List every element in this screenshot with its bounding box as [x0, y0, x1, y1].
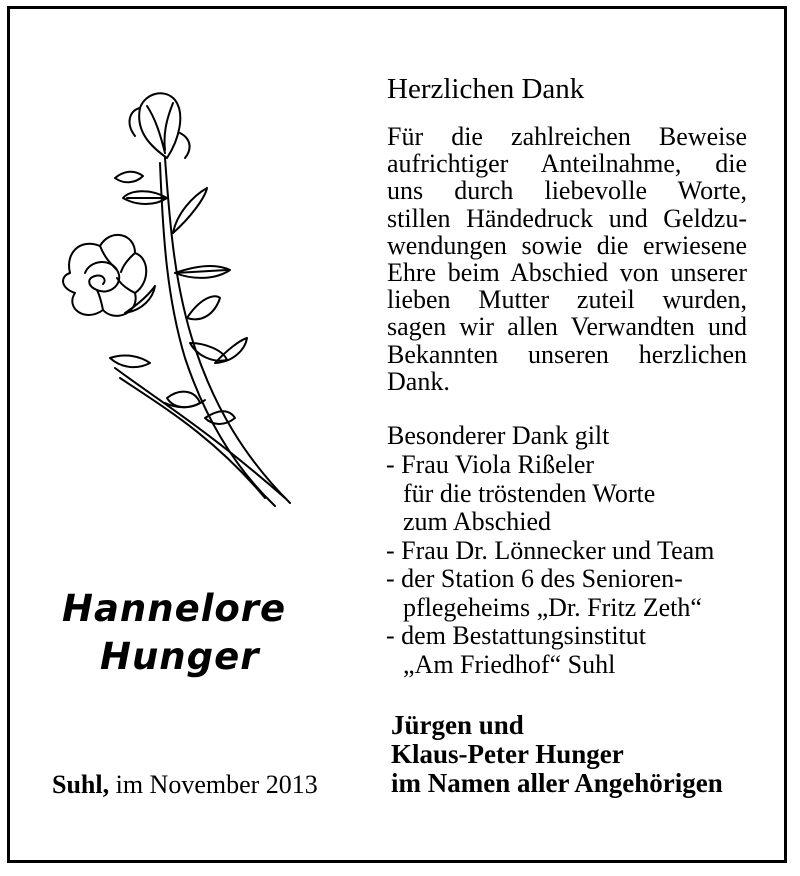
list-item-cont: zum Abschied: [403, 507, 552, 536]
list-item-cont: pflegeheims „Dr. Fritz Zeth“: [403, 592, 702, 622]
list-item: [386, 622, 714, 679]
date: im November 2013: [109, 770, 318, 799]
signers-block: [391, 711, 723, 798]
list-item-cont: für die tröstenden Worte: [403, 478, 656, 508]
list-item: [386, 565, 714, 622]
list-item: [386, 451, 714, 537]
paragraph-line: Dank.: [387, 366, 450, 396]
signer-line: Jürgen und: [391, 710, 524, 740]
list-item-first: - Frau Dr. Lönnecker und Team: [386, 535, 715, 565]
paragraph-line: sagen wir allen Verwandten und: [387, 312, 747, 342]
paragraph-line: Ehre beim Abschied von unserer: [387, 257, 747, 287]
place-date: [52, 768, 318, 802]
signer-line: Klaus-Peter Hunger: [391, 739, 624, 769]
special-thanks-list: [386, 451, 714, 679]
list-item-first: - dem Bestattungsinstitut: [386, 621, 646, 650]
heading-title: Herzlichen Dank: [387, 73, 585, 105]
paragraph-line: stillen Händedruck und Geldzu-: [387, 203, 747, 233]
paragraph-line: uns durch liebevolle Worte,: [387, 176, 747, 206]
paragraph-line: Bekannten unseren herzlichen: [387, 339, 747, 369]
rose-drawing-icon: [55, 88, 305, 508]
place: Suhl,: [52, 770, 110, 799]
thanks-paragraph: [387, 123, 747, 395]
paragraph-line: Für die zahlreichen Beweise: [387, 122, 747, 151]
list-item: [386, 537, 714, 566]
deceased-last-name: Hunger: [100, 635, 260, 678]
deceased-name: [62, 585, 286, 681]
paragraph-line: lieben Mutter zuteil wurden,: [387, 285, 747, 315]
special-thanks-heading: Besonderer Dank gilt: [387, 421, 610, 450]
signer-line: im Namen aller Angehörigen: [391, 768, 723, 798]
deceased-first-name: Hannelore: [62, 587, 287, 630]
paragraph-line: wendungen sowie die erwiesene: [387, 230, 747, 260]
list-item-first: - Frau Viola Rißeler: [386, 450, 595, 479]
list-item-first: - der Station 6 des Senioren-: [386, 564, 683, 593]
paragraph-line: aufrichtiger Anteilnahme, die: [387, 149, 747, 179]
list-item-cont: „Am Friedhof“ Suhl: [403, 649, 616, 679]
